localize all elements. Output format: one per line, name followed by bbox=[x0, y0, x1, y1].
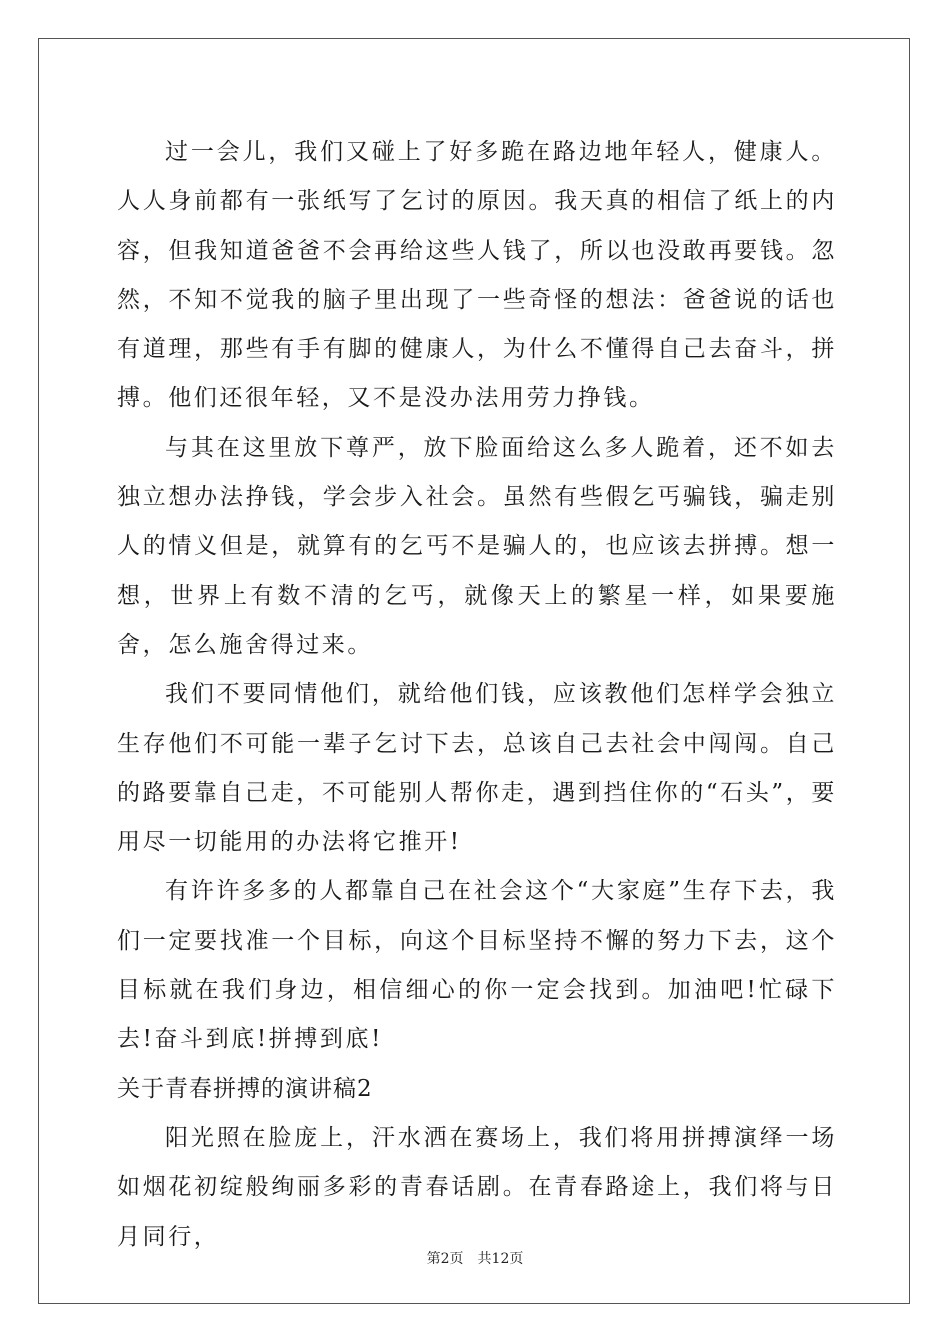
paragraph-2: 与其在这里放下尊严，放下脸面给这么多人跪着，还不如去独立想办法挣钱，学会步入社会。虽然有些假乞丐骗钱，骗走别人的情义但是，就算有的乞丐不是骗人的，也应该去拼搏。想一想，世界上有数不清的乞丐，就像天上的繁星一样，如果要施舍，怎么施舍得过来。 bbox=[117, 434, 837, 658]
paragraph-3: 我们不要同情他们，就给他们钱，应该教他们怎样学会独立生存他们不可能一辈子乞讨下去，总该自己去社会中闯闯。自己的路要靠自己走，不可能别人帮你走，遇到挡住你的“石头”，要用尽一切能用的办法将它推开! bbox=[117, 681, 837, 856]
current-page-label: 第2页 bbox=[426, 1251, 464, 1267]
paragraph-5: 阳光照在脸庞上，汗水洒在赛场上，我们将用拼搏演绎一场如烟花初绽般绚丽多彩的青春话剧。在青春路途上，我们将与日月同行， bbox=[117, 1124, 837, 1250]
document-body bbox=[117, 128, 837, 1262]
paragraph-4: 有许许多多的人都靠自己在社会这个“大家庭”生存下去，我们一定要找准一个目标，向这个目标坚持不懈的努力下去，这个目标就在我们身边，相信细心的你一定会找到。加油吧!忙碌下去!奋斗到底!拼搏到底! bbox=[117, 878, 837, 1053]
total-pages-label: 共12页 bbox=[477, 1251, 524, 1267]
section-heading: 关于青春拼搏的演讲稿2 bbox=[117, 1075, 373, 1102]
paragraph-1: 过一会儿，我们又碰上了好多跪在路边地年轻人，健康人。人人身前都有一张纸写了乞讨的原因。我天真的相信了纸上的内容，但我知道爸爸不会再给这些人钱了，所以也没敢再要钱。忽然，不知不觉我的脑子里出现了一些奇怪的想法：爸爸说的话也有道理，那些有手有脚的健康人，为什么不懂得自己去奋斗，拼搏。他们还很年轻，又不是没办法用劳力挣钱。 bbox=[117, 139, 837, 412]
page-footer bbox=[0, 1248, 950, 1268]
